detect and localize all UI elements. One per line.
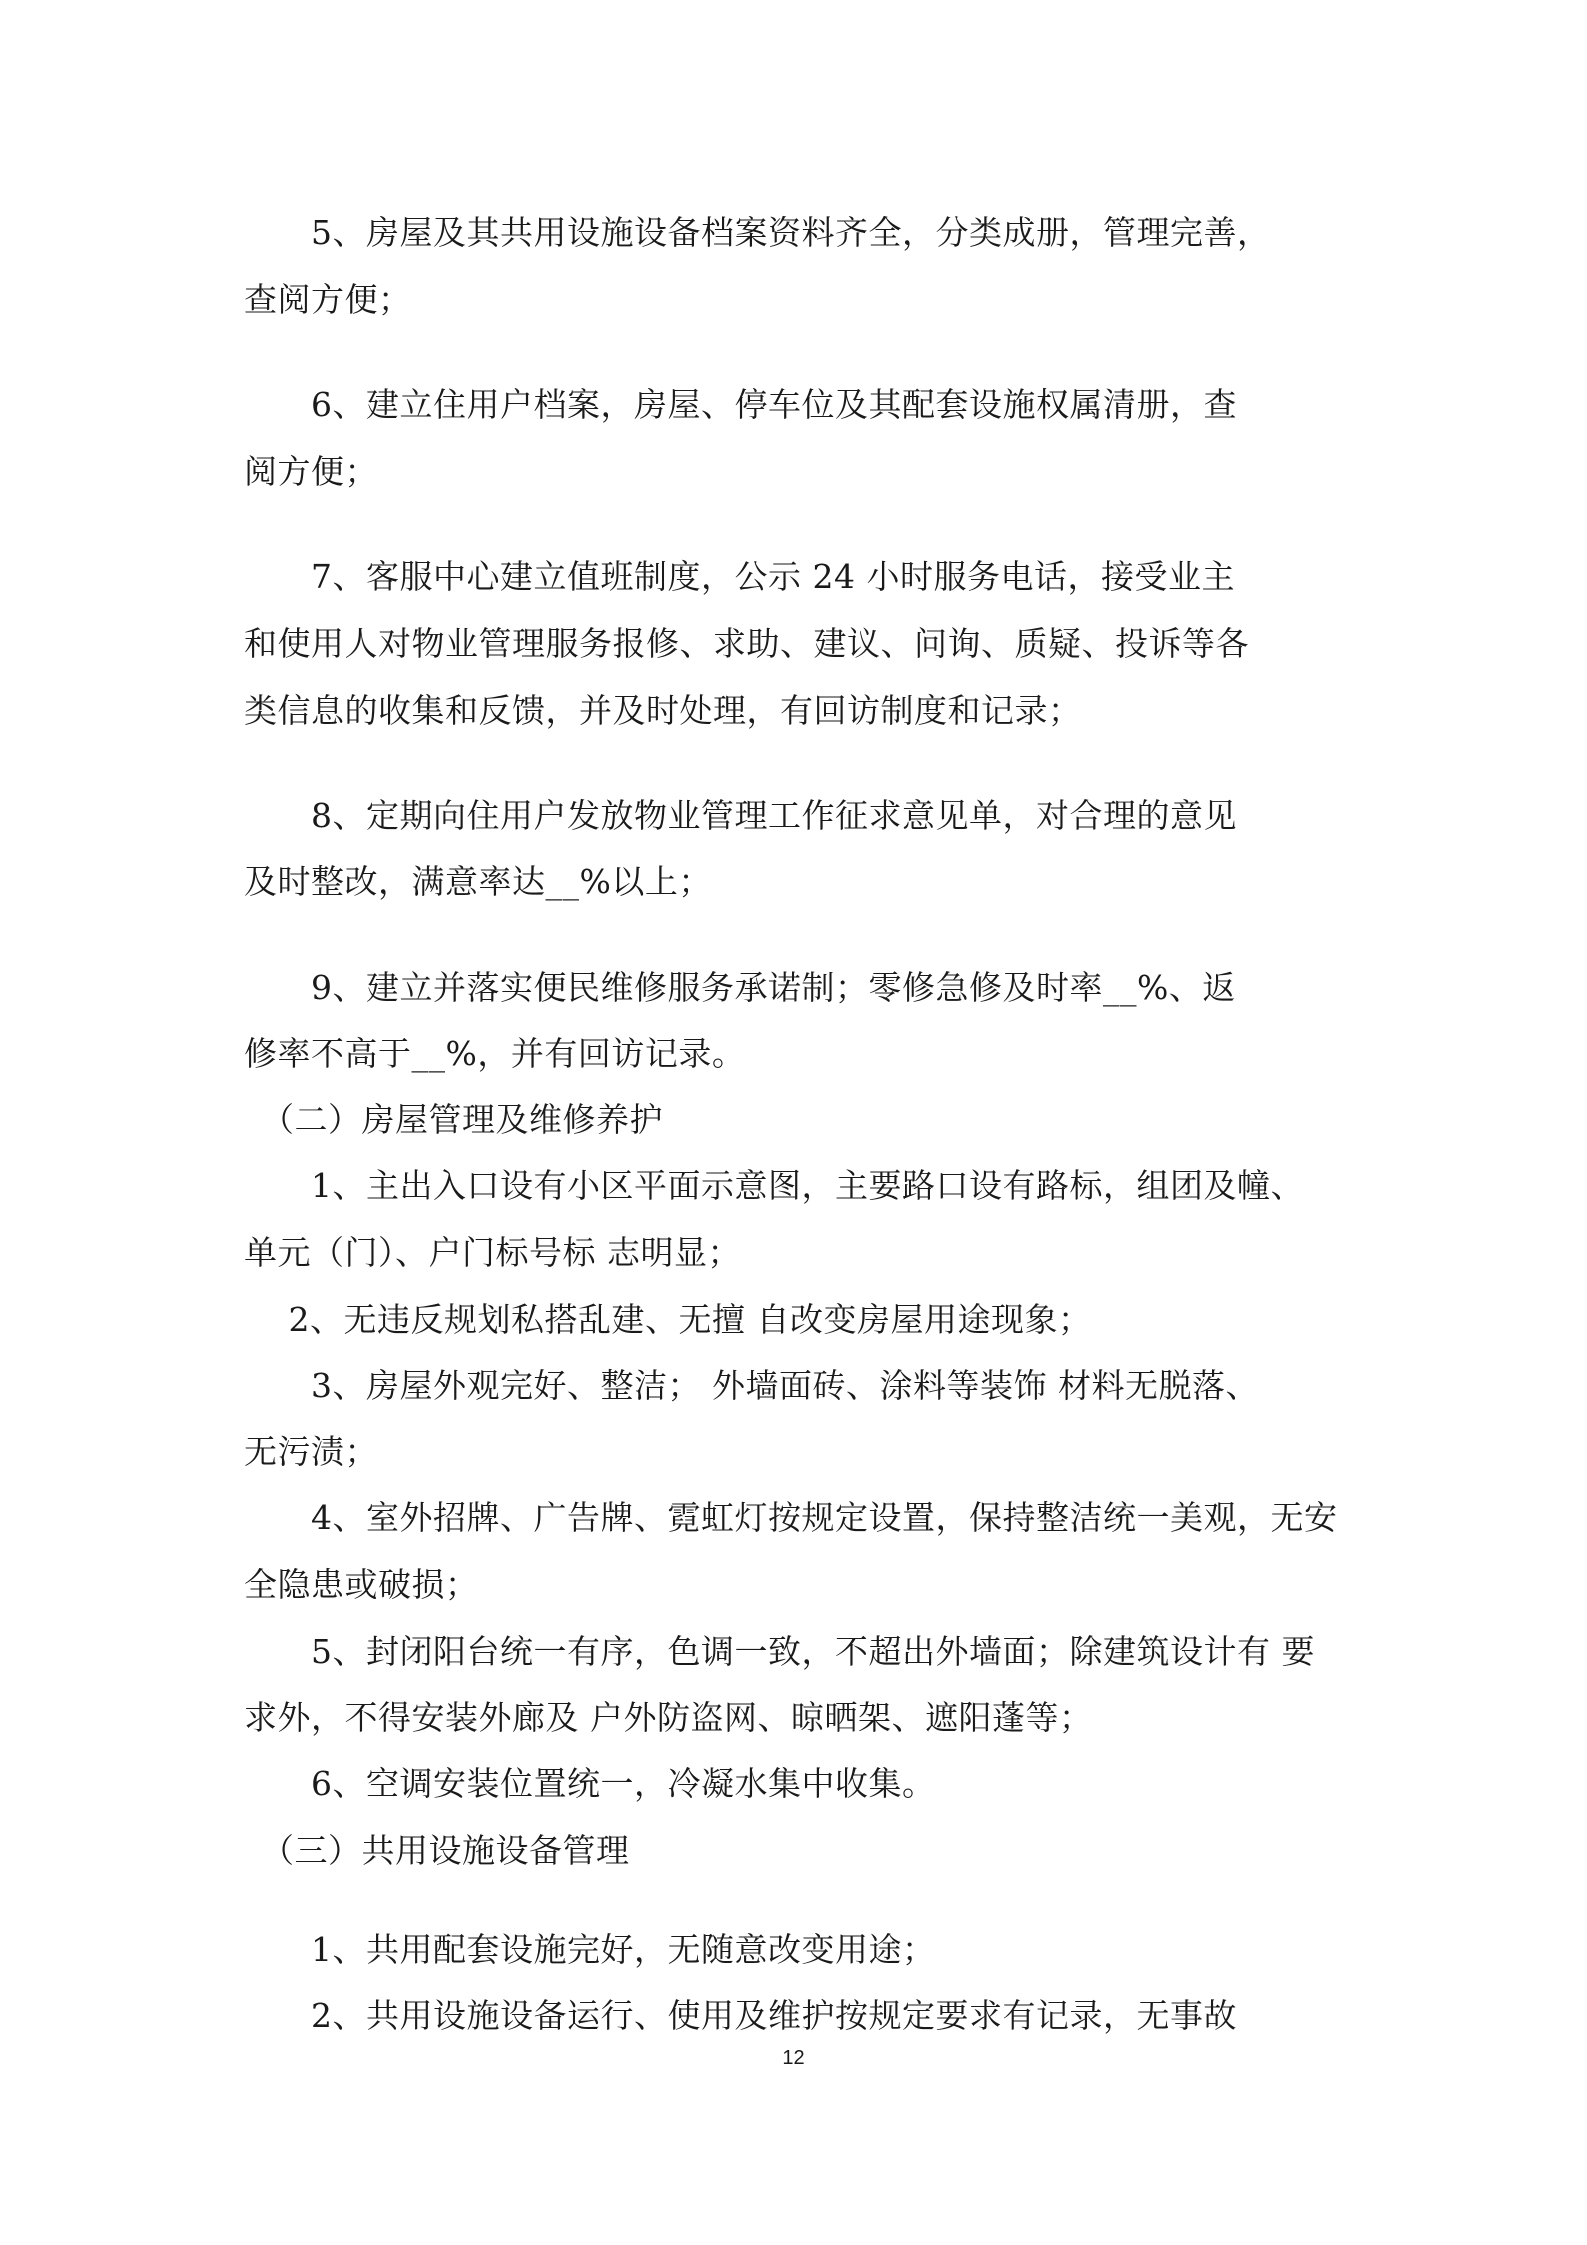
text-line: 4、室外招牌、广告牌、霓虹灯按规定设置，保持整洁统一美观，无安 [244, 1498, 1338, 1537]
text-line: 1、主出入口设有小区平面示意图，主要路口设有路标，组团及幢、 [244, 1166, 1304, 1205]
text-line: 9、建立并落实便民维修服务承诺制；零修急修及时率__%、返 [244, 968, 1236, 1007]
text-line: 1、共用配套设施完好，无随意改变用途； [244, 1930, 936, 1969]
text-line: 无污渍； [244, 1432, 378, 1471]
text-line: 5、房屋及其共用设施设备档案资料齐全，分类成册，管理完善， [244, 213, 1271, 252]
text-line: 6、建立住用户档案，房屋、停车位及其配套设施权属清册，查 [244, 385, 1237, 424]
text-line: 全隐患或破损； [244, 1565, 479, 1604]
text-line: 2、无违反规划私搭乱建、无擅 自改变房屋用途现象； [244, 1300, 1092, 1339]
text-line: 7、客服中心建立值班制度，公示 24 小时服务电话，接受业主 [244, 557, 1235, 596]
text-line: 及时整改，满意率达__%以上； [244, 862, 712, 901]
text-line: 和使用人对物业管理服务报修、求助、建议、问询、质疑、投诉等各 [244, 624, 1249, 663]
text-line: 2、共用设施设备运行、使用及维护按规定要求有记录，无事故 [244, 1996, 1237, 2035]
text-line: 6、空调安装位置统一，冷凝水集中收集。 [244, 1764, 936, 1803]
section-heading: （二）房屋管理及维修养护 [244, 1100, 663, 1139]
text-line: 3、房屋外观完好、整洁； 外墙面砖、涂料等装饰 材料无脱落、 [244, 1366, 1259, 1405]
text-line: 阅方便； [244, 452, 378, 491]
text-line: 修率不高于__%，并有回访记录。 [244, 1034, 746, 1073]
text-line: 5、封闭阳台统一有序，色调一致，不超出外墙面；除建筑设计有 要 [244, 1632, 1315, 1671]
text-line: 求外，不得安装外廊及 户外防盗网、晾晒架、遮阳蓬等； [244, 1698, 1093, 1737]
text-line: 8、定期向住用户发放物业管理工作征求意见单，对合理的意见 [244, 796, 1237, 835]
section-heading: （三）共用设施设备管理 [244, 1831, 630, 1870]
text-line: 单元（门）、户门标号标 志明显； [244, 1233, 741, 1272]
text-line: 类信息的收集和反馈，并及时处理，有回访制度和记录； [244, 691, 1082, 730]
text-line: 查阅方便； [244, 280, 412, 319]
page-number: 12 [782, 2047, 805, 2069]
